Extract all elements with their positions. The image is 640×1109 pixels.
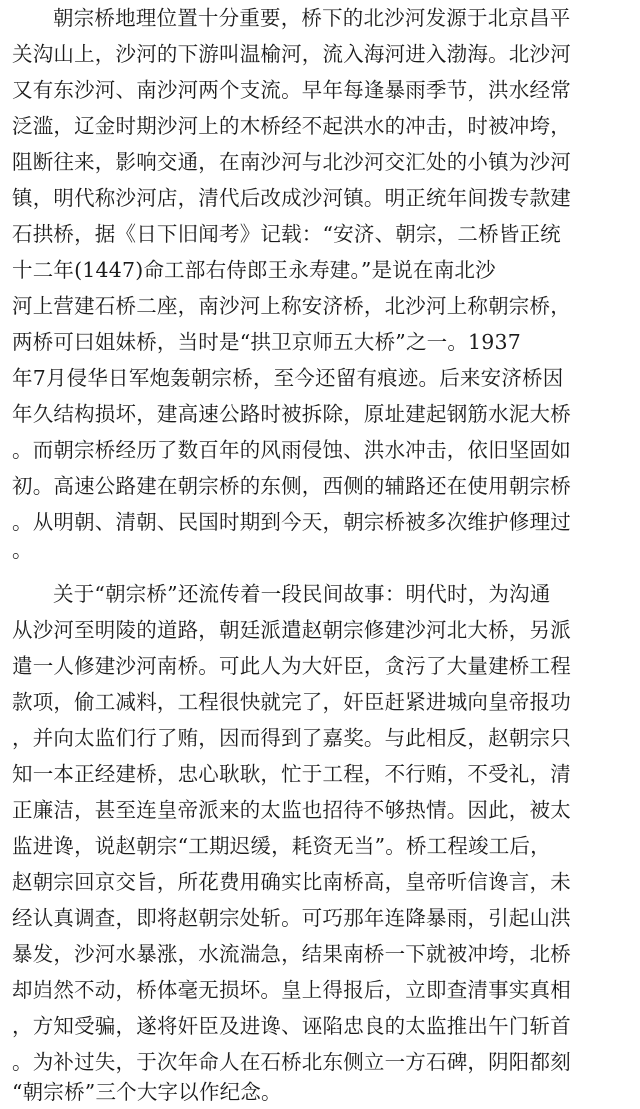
paragraph-1-line-13: 。而朝宗桥经历了数百年的风雨侵蚀、洪水冲击，依旧坚固如 bbox=[12, 438, 571, 462]
paragraph-1-line-16: 。 bbox=[12, 538, 33, 562]
paragraph-2-line-11: 暴发，沙河水暴涨，水流湍急，结果南桥一下就被冲垮，北桥 bbox=[12, 942, 571, 966]
paragraph-2-line-4: 款项，偷工减料，工程很快就完了，奸臣赶紧进城向皇帝报功 bbox=[12, 690, 571, 714]
paragraph-2-line-15: “朝宗桥”三个大字以作纪念。 bbox=[12, 1080, 282, 1104]
paragraph-1-line-15: 。从明朝、清朝、民国时期到今天，朝宗桥被多次维护修理过 bbox=[12, 510, 571, 534]
paragraph-2-line-12: 却岿然不动，桥体毫无损坏。皇上得报后，立即查清事实真相 bbox=[12, 978, 571, 1002]
paragraph-1-line-8: 十二年(1447)命工部右侍郎王永寿建。”是说在南北沙 bbox=[12, 258, 496, 282]
paragraph-1-line-7: 石拱桥，据《日下旧闻考》记载：“安济、朝宗，二桥皆正统 bbox=[12, 222, 561, 246]
paragraph-1-line-14: 初。高速公路建在朝宗桥的东侧，西侧的辅路还在使用朝宗桥 bbox=[12, 474, 571, 498]
paragraph-2-line-6: 知一本正经建桥，忠心耿耿，忙于工程，不行贿，不受礼，清 bbox=[12, 762, 571, 786]
paragraph-2-line-2: 从沙河至明陵的道路，朝廷派遣赵朝宗修建沙河北大桥，另派 bbox=[12, 618, 571, 642]
paragraph-2-line-9: 赵朝宗回京交旨，所花费用确实比南桥高，皇帝听信谗言，未 bbox=[12, 870, 571, 894]
paragraph-1-line-11: 年7月侵华日军炮轰朝宗桥，至今还留有痕迹。后来安济桥因 bbox=[12, 366, 564, 390]
paragraph-1-line-1: 朝宗桥地理位置十分重要，桥下的北沙河发源于北京昌平 bbox=[53, 6, 571, 30]
paragraph-1-line-6: 镇，明代称沙河店，清代后改成沙河镇。明正统年间拨专款建 bbox=[12, 186, 571, 210]
paragraph-2-line-3: 遣一人修建沙河南桥。可此人为大奸臣，贪污了大量建桥工程 bbox=[12, 654, 571, 678]
paragraph-2-line-13: ，方知受骗，遂将奸臣及进谗、诬陷忠良的太监推出午门斩首 bbox=[12, 1014, 571, 1038]
paragraph-2-line-1: 关于“朝宗桥”还流传着一段民间故事：明代时，为沟通 bbox=[53, 582, 551, 606]
paragraph-1-line-4: 泛滥，辽金时期沙河上的木桥经不起洪水的冲击，时被冲垮， bbox=[12, 114, 571, 138]
paragraph-2-line-10: 经认真调查，即将赵朝宗处斩。可巧那年连降暴雨，引起山洪 bbox=[12, 906, 571, 930]
paragraph-1-line-10: 两桥可曰姐妹桥，当时是“拱卫京师五大桥”之一。1937 bbox=[12, 330, 522, 354]
paragraph-2-line-8: 监进谗，说赵朝宗“工期迟缓，耗资无当”。桥工程竣工后， bbox=[12, 834, 551, 858]
paragraph-1-line-9: 河上营建石桥二座，南沙河上称安济桥，北沙河上称朝宗桥， bbox=[12, 294, 571, 318]
paragraph-1-line-2: 关沟山上，沙河的下游叫温榆河，流入海河进入渤海。北沙河 bbox=[12, 42, 571, 66]
paragraph-2-line-14: 。为补过失，于次年命人在石桥北东侧立一方石碑，阴阳都刻 bbox=[12, 1050, 571, 1074]
paragraph-2-line-5: ，并向太监们行了贿，因而得到了嘉奖。与此相反，赵朝宗只 bbox=[12, 726, 571, 750]
paragraph-1-line-5: 阻断往来，影响交通，在南沙河与北沙河交汇处的小镇为沙河 bbox=[12, 150, 571, 174]
paragraph-2-line-7: 正廉洁，甚至连皇帝派来的太监也招待不够热情。因此，被太 bbox=[12, 798, 571, 822]
paragraph-1-line-12: 年久结构损坏，建高速公路时被拆除，原址建起钢筋水泥大桥 bbox=[12, 402, 571, 426]
paragraph-1-line-3: 又有东沙河、南沙河两个支流。早年每逢暴雨季节，洪水经常 bbox=[12, 78, 571, 102]
